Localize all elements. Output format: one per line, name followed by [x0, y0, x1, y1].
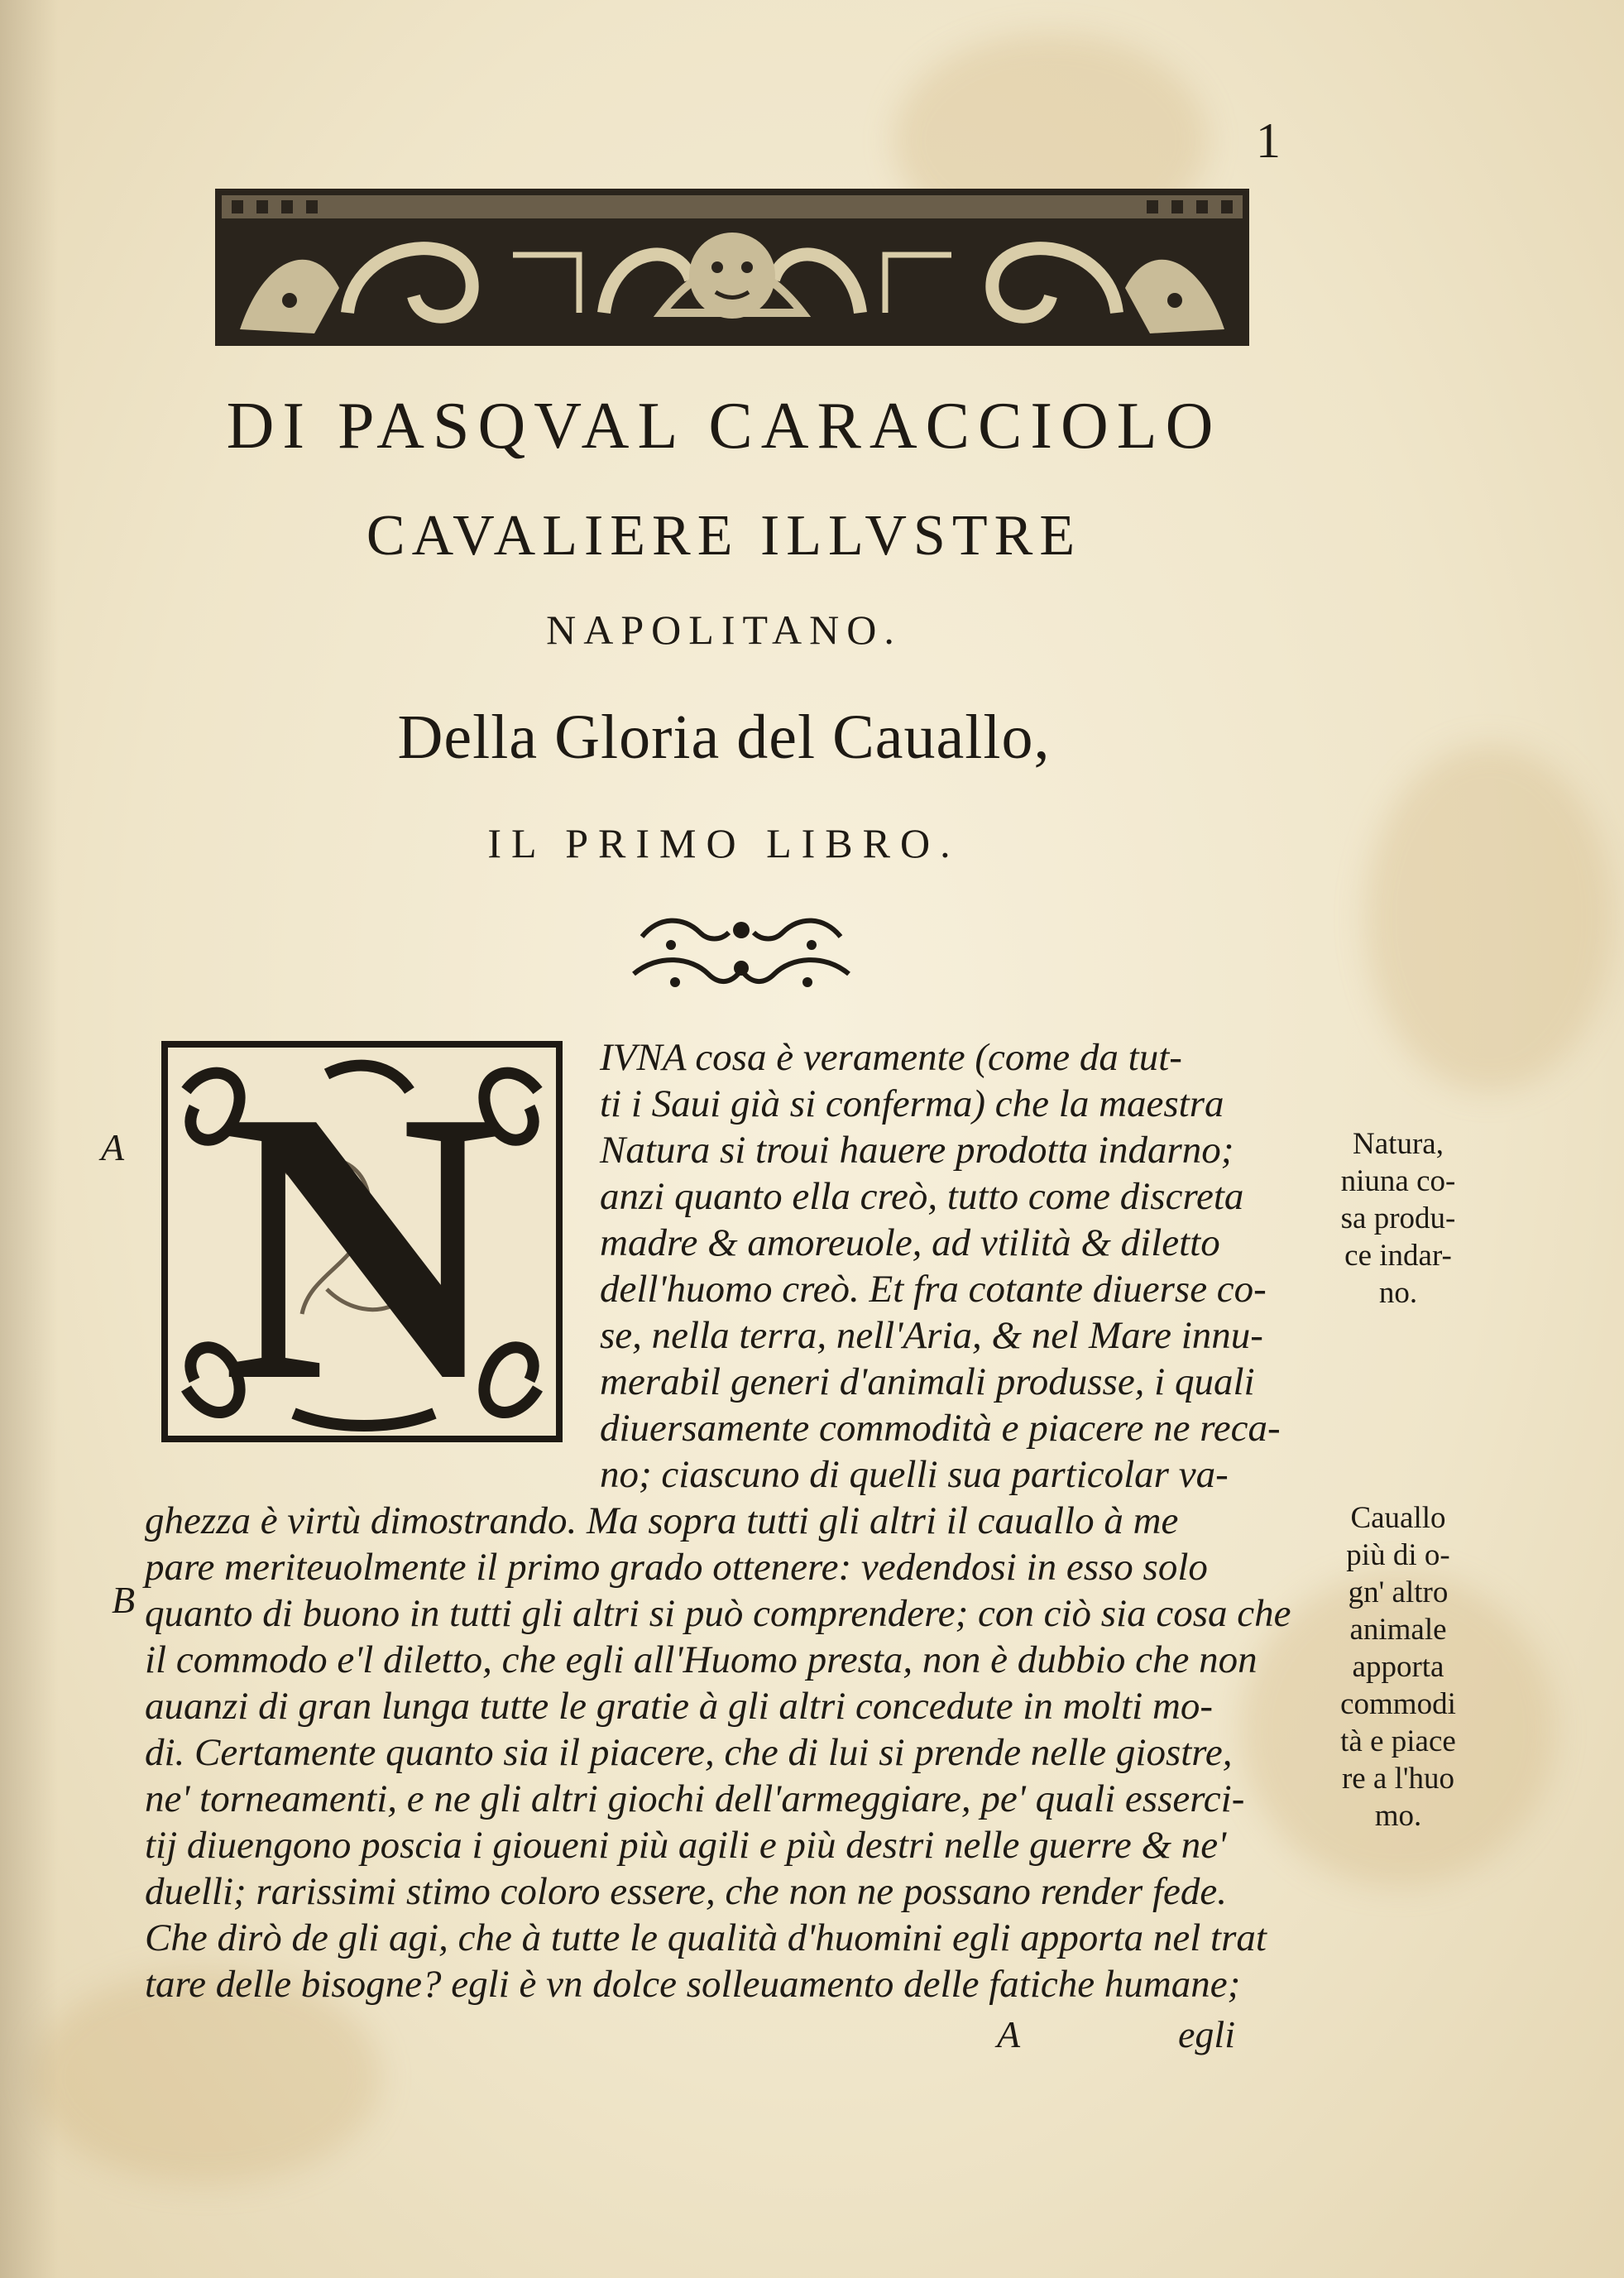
body-line: se, nella terra, nell'Aria, & nel Mare innu-: [600, 1314, 1263, 1357]
author-title: DI PASQVAL CARACCIOLO: [226, 390, 1222, 463]
initial-n-letter: N: [221, 1030, 503, 1461]
body-line: duelli; rarissimi stimo coloro essere, che non ne possano render fede.: [145, 1870, 1227, 1913]
margin-note-line: no.: [1378, 1276, 1418, 1310]
body-line: dell'huomo creò. Et fra cotante diuerse co-: [600, 1268, 1267, 1311]
body-line: no; ciascuno di quelli sua particolar va-: [600, 1453, 1229, 1496]
margin-letter-a: A: [101, 1126, 125, 1168]
body-line: Natura si troui hauere prodotta indarno;: [600, 1129, 1234, 1172]
margin-note-line: commodi: [1340, 1687, 1456, 1721]
margin-note-line: gn' altro: [1348, 1575, 1449, 1609]
body-line: tij diuengono poscia i gioueni più agili e più destri nelle guerre & ne': [145, 1824, 1227, 1867]
page-edge-shadow: [0, 0, 58, 2278]
woodcut-headpiece: [215, 189, 1249, 346]
margin-note-line: Natura,: [1353, 1127, 1444, 1161]
body-line: IVNA cosa è veramente (come da tut-: [600, 1036, 1182, 1079]
signature-mark: A: [997, 2013, 1021, 2055]
paper-stain: [1365, 745, 1613, 1092]
body-line: Che dirò de gli agi, che à tutte le qualità d'huomini egli apporta nel trat: [145, 1916, 1267, 1959]
body-line: il commodo e'l diletto, che egli all'Huomo presta, non è dubbio che non: [145, 1638, 1258, 1681]
body-line: merabil generi d'animali produsse, i quali: [600, 1360, 1255, 1403]
author-rank: CAVALIERE ILLVSTRE: [366, 504, 1082, 568]
body-line: madre & amoreuole, ad vtilità & diletto: [600, 1221, 1220, 1264]
catchword: egli: [1178, 2013, 1235, 2055]
body-line: auanzi di gran lunga tutte le gratie à gli altri concedute in molti mo-: [145, 1685, 1214, 1728]
fleuron-ornament: [625, 912, 857, 995]
body-line: anzi quanto ella creò, tutto come discreta: [600, 1175, 1244, 1218]
margin-note-line: animale: [1349, 1613, 1447, 1647]
body-line: tare delle bisogne? egli è vn dolce solleuamento delle fatiche humane;: [145, 1963, 1241, 2006]
margin-note-line: niuna co-: [1340, 1164, 1456, 1198]
body-line: pare meriteuolmente il primo grado ottenere: vedendosi in esso solo: [145, 1546, 1208, 1589]
margin-note-line: tà e piace: [1340, 1724, 1456, 1758]
work-title: Della Gloria del Cauallo,: [397, 703, 1051, 772]
margin-note-line: sa produ-: [1340, 1201, 1456, 1235]
margin-note-line: apporta: [1352, 1650, 1444, 1684]
body-line: diuersamente commodità e piacere ne reca-: [600, 1407, 1281, 1450]
author-city: NAPOLITANO.: [546, 607, 902, 653]
body-line: di. Certamente quanto sia il piacere, che di lui si prende nelle giostre,: [145, 1731, 1233, 1774]
body-line: quanto di buono in tutti gli altri si può comprendere; con ciò sia cosa che: [145, 1592, 1291, 1635]
margin-note-line: re a l'huo: [1341, 1762, 1455, 1796]
margin-note-line: più di o-: [1346, 1538, 1450, 1572]
decorated-initial: [161, 1030, 563, 1461]
body-line: ghezza è virtù dimostrando. Ma sopra tutti gli altri il cauallo à me: [145, 1499, 1179, 1542]
margin-note-line: mo.: [1374, 1799, 1422, 1833]
body-line: ti i Saui già si conferma) che la maestra: [600, 1082, 1224, 1125]
page-number: 1: [1256, 113, 1281, 168]
body-line: ne' torneamenti, e ne gli altri giochi dell'armeggiare, pe' quali esserci-: [145, 1777, 1245, 1820]
margin-note-line: ce indar-: [1344, 1239, 1452, 1273]
margin-note-natura: [1303, 1125, 1493, 1312]
margin-letter-b: B: [112, 1579, 136, 1621]
book-heading: IL PRIMO LIBRO.: [487, 820, 961, 866]
margin-note-cauallo: [1303, 1499, 1493, 1834]
margin-note-line: Cauallo: [1350, 1501, 1446, 1535]
